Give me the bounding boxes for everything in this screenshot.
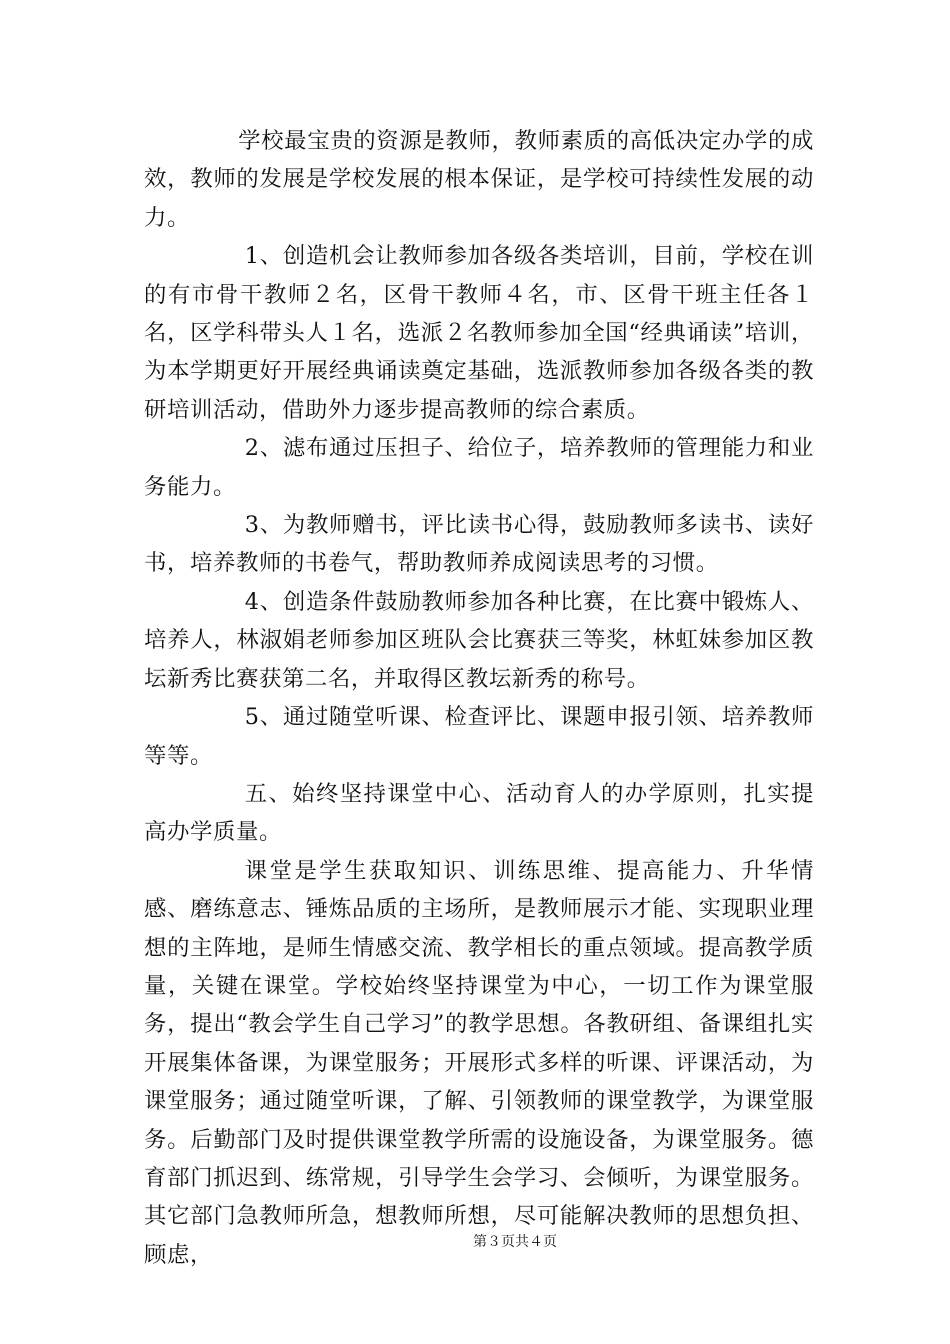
paragraph-item-2-management: 2、滤布通过压担子、给位子，培养教师的管理能力和业务能力。 bbox=[144, 435, 814, 500]
page-number: 第３页共４页 bbox=[473, 1234, 557, 1250]
paragraph-item-1-training: 1、创造机会让教师参加各级各类培训，目前，学校在训的有市骨干教师２名，区骨干教师４名，市、区骨干班主任各１名，区学科带头人１名，选派２名教师参加全国“经典诵读”培训，为本学期更好开展经典诵读奠定基础，选派教师参加各级各类的教研培训活动，借助外力逐步提高教师的综合素质。 bbox=[144, 243, 814, 423]
paragraph-item-5-lessons: 5、通过随堂听课、检查评比、课题申报引领、培养教师等等。 bbox=[144, 704, 814, 769]
section-heading-five: 五、始终坚持课堂中心、活动育人的办学原则，扎实提高办学质量。 bbox=[144, 780, 814, 846]
paragraph-classroom-center: 课堂是学生获取知识、训练思维、提高能力、升华情感、磨练意志、锤炼品质的主场所，是教师展示才能、实现职业理想的主阵地，是师生情感交流、教学相长的重点领域。提高教学质量，关键在课堂。学校始终坚持课堂为中心，一切工作为课堂服务，提出“教会学生自己学习”的教学思想。各教研组、备课组扎实开展集体备课，为课堂服务；开展形式多样的听课、评课活动，为课堂服务；通过随堂听课，了解、引领教师的课堂教学，为课堂服务。后勤部门及时提供课堂教学所需的设施设备，为课堂服务。德育部门抓迟到、练常规，引导学生会学习、会倾听，为课堂服务。其它部门急教师所急，想教师所想，尽可能解决教师的思想负担、顾虑， bbox=[144, 857, 814, 1268]
paragraph-teacher-resource: 学校最宝贵的资源是教师，教师素质的高低决定办学的成效，教师的发展是学校发展的根本保证，是学校可持续性发展的动力。 bbox=[144, 128, 814, 231]
paragraph-item-3-reading: 3、为教师赠书，评比读书心得，鼓励教师多读书、读好书，培养教师的书卷气，帮助教师养成阅读思考的习惯。 bbox=[144, 512, 814, 577]
paragraph-item-4-competitions: 4、创造条件鼓励教师参加各种比赛，在比赛中锻炼人、培养人，林淑娟老师参加区班队会比赛获三等奖，林虹妹参加区教坛新秀比赛获第二名，并取得区教坛新秀的称号。 bbox=[144, 588, 814, 692]
body-text bbox=[144, 122, 814, 1274]
